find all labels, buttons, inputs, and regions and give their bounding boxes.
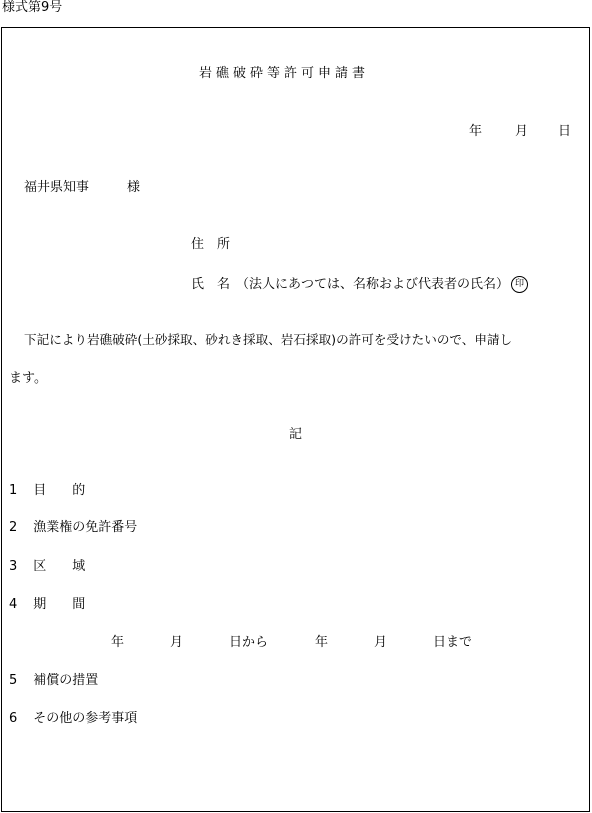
item-fishery-license: [9, 520, 137, 536]
date-month: 月: [515, 124, 529, 139]
item-purpose: [9, 483, 85, 499]
item-other-reference: [9, 711, 137, 727]
addressee-name: 福井県知事: [24, 180, 90, 195]
date-day: 日: [558, 124, 572, 139]
period-to-day: 日まで: [433, 635, 473, 650]
form-number: 様式第9号: [2, 0, 63, 15]
item-area: [9, 559, 85, 575]
applicant-name-line: [191, 276, 528, 293]
item-label: その他の参考事項: [33, 711, 138, 726]
date-year: 年: [469, 124, 483, 139]
item-number: 3: [9, 559, 18, 574]
item-label: 漁業権の免許番号: [33, 520, 138, 535]
period-to-month: 月: [374, 635, 388, 650]
item-number: 4: [9, 597, 18, 612]
name-note: （法人にあつては、名称および代表者の氏名）: [236, 277, 510, 292]
item-label: 目 的: [33, 483, 86, 498]
item-label: 区 域: [33, 559, 86, 574]
body-line-2: ます。: [9, 371, 47, 386]
name-label: 氏 名: [191, 277, 231, 292]
item-compensation: [9, 673, 98, 689]
item-number: 5: [9, 673, 18, 688]
seal-mark: 印: [511, 276, 528, 293]
period-from-year: 年: [111, 635, 125, 650]
item-label: 期 間: [33, 597, 86, 612]
period-from-month: 月: [170, 635, 184, 650]
period-from-day: 日から: [229, 635, 269, 650]
body-line-1: 下記により岩礁破砕(土砂採取、砂れき採取、岩石採取)の許可を受けたいので、申請し: [24, 332, 513, 347]
addressee-honorific: 様: [127, 180, 141, 195]
ki-heading: 記: [289, 427, 303, 442]
item-period: [9, 597, 85, 613]
item-number: 1: [9, 483, 18, 498]
item-label: 補償の措置: [33, 673, 99, 688]
document-title: 岩礁破砕等許可申請書: [199, 66, 370, 81]
form-frame: [1, 27, 590, 812]
item-number: 2: [9, 520, 18, 535]
address-label: 住 所: [191, 237, 231, 252]
period-to-year: 年: [315, 635, 329, 650]
item-number: 6: [9, 711, 18, 726]
